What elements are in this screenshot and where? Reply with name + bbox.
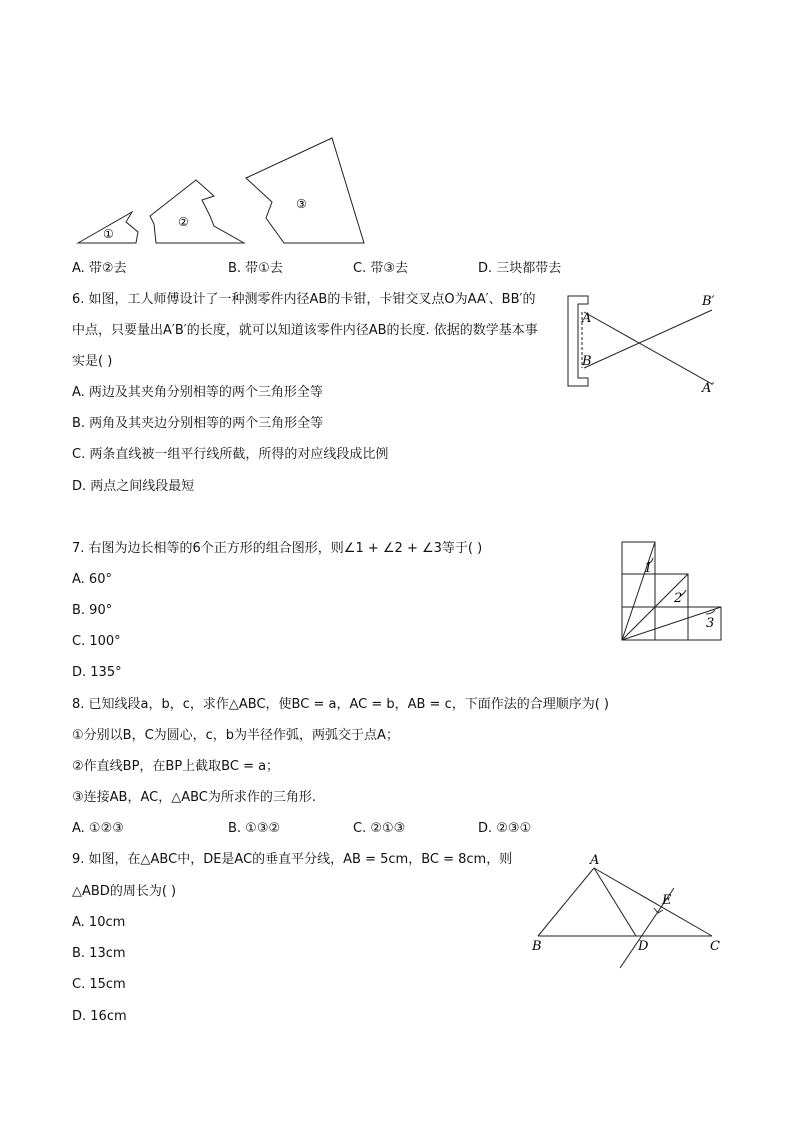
- angle-label-1: 1: [644, 561, 653, 576]
- shape-3-label: ③: [296, 197, 307, 211]
- q7-figure: [618, 538, 726, 644]
- q5-option-b[interactable]: B. 带①去: [228, 261, 283, 276]
- label-a: A: [590, 853, 600, 868]
- q6-stem-line-3: 实是( ): [72, 354, 113, 369]
- label-a-prime: A′: [702, 381, 715, 396]
- q8-step-1: ①分别以B，C为圆心，c，b为半径作弧，两弧交于点A；: [72, 728, 399, 743]
- q7-option-a[interactable]: A. 60°: [72, 572, 112, 587]
- q6-figure: [560, 288, 730, 398]
- q7-stem: 7. 右图为边长相等的6个正方形的组合图形，则∠1 + ∠2 + ∠3等于( ): [72, 541, 483, 556]
- square-6: [688, 607, 721, 640]
- q9-option-d[interactable]: D. 16cm: [72, 1009, 127, 1024]
- side-ac: [594, 868, 712, 936]
- q9-stem-line-1: 9. 如图，在△ABC中，DE是AC的垂直平分线，AB = 5cm，BC = 8cm，则: [72, 852, 513, 867]
- segment-ad: [594, 868, 636, 936]
- label-c: C: [710, 939, 720, 954]
- q5-option-c[interactable]: C. 带③去: [353, 261, 408, 276]
- q7-option-b[interactable]: B. 90°: [72, 603, 113, 618]
- q8-option-d[interactable]: D. ②③①: [478, 821, 532, 836]
- q6-stem-line-1: 6. 如图，工人师傅设计了一种测零件内径AB的卡钳，卡钳交叉点O为AA′、BB′的: [72, 292, 536, 307]
- diag-1: [622, 542, 655, 640]
- q9-stem-line-2: △ABD的周长为( ): [72, 884, 177, 899]
- q5-option-d[interactable]: D. 三块都带去: [478, 261, 562, 276]
- label-e: E: [662, 893, 672, 908]
- label-b: B: [582, 354, 592, 369]
- q9-option-a[interactable]: A. 10cm: [72, 915, 126, 930]
- q6-option-c[interactable]: C. 两条直线被一组平行线所截，所得的对应线段成比例: [72, 447, 389, 462]
- q6-option-d[interactable]: D. 两点之间线段最短: [72, 479, 195, 494]
- q8-option-b[interactable]: B. ①③②: [228, 821, 281, 836]
- shape-2: [150, 180, 244, 243]
- side-ab: [538, 868, 594, 936]
- q8-step-3: ③连接AB，AC，△ABC为所求作的三角形.: [72, 790, 316, 805]
- q7-option-d[interactable]: D. 135°: [72, 665, 122, 680]
- q8-step-2: ②作直线BP，在BP上截取BC = a；: [72, 759, 280, 774]
- shape-3: [246, 138, 364, 243]
- label-b: B: [532, 939, 542, 954]
- q9-figure: [528, 852, 728, 974]
- q8-option-c[interactable]: C. ②①③: [353, 821, 406, 836]
- label-d: D: [638, 939, 649, 954]
- q5-option-a[interactable]: A. 带②去: [72, 261, 127, 276]
- caliper-frame: [568, 296, 588, 386]
- line-a-aprime: [584, 312, 712, 384]
- angle-label-2: 2: [674, 591, 683, 606]
- q6-option-b[interactable]: B. 两角及其夹边分别相等的两个三角形全等: [72, 416, 324, 431]
- label-b-prime: B′: [702, 294, 715, 309]
- shape-2-label: ②: [178, 215, 189, 229]
- angle-label-3: 3: [706, 616, 715, 631]
- q9-option-c[interactable]: C. 15cm: [72, 977, 126, 992]
- line-b-bprime: [584, 310, 712, 368]
- q7-option-c[interactable]: C. 100°: [72, 634, 121, 649]
- shape-1-label: ①: [103, 227, 114, 241]
- label-a: A: [582, 311, 592, 326]
- q5-figure: [74, 136, 374, 248]
- q9-option-b[interactable]: B. 13cm: [72, 946, 126, 961]
- q6-stem-line-2: 中点，只要量出A′B′的长度，就可以知道该零件内径AB的长度. 依据的数学基本事: [72, 323, 538, 338]
- q6-option-a[interactable]: A. 两边及其夹角分别相等的两个三角形全等: [72, 385, 323, 400]
- q8-option-a[interactable]: A. ①②③: [72, 821, 124, 836]
- q8-stem: 8. 已知线段a，b，c，求作△ABC，使BC = a，AC = b，AB = c，下面作法的合理顺序为( ): [72, 697, 609, 712]
